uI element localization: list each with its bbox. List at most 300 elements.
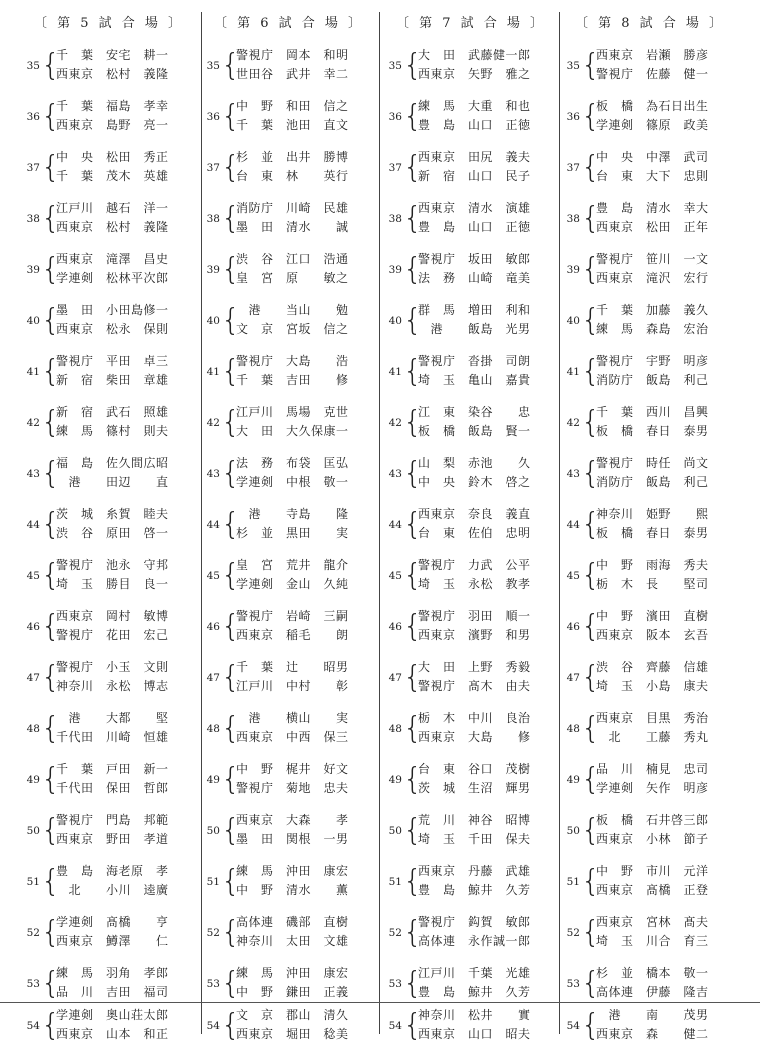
team-name: 中 野 [236,762,274,776]
competitor-white [56,473,169,490]
match-entry [20,605,198,649]
team-name: 西東京 [596,271,634,285]
brace-icon: { [403,252,423,287]
player-name: 山口 昭夫 [468,1027,531,1041]
team-name: 大 田 [418,660,456,674]
player-name: 中川 良治 [468,711,531,725]
match-entry [382,452,560,496]
team-name: 警視庁 [596,354,634,368]
competitor-white [596,932,709,949]
competitor-red [596,505,709,522]
brace-icon: { [221,507,241,542]
team-name: 中 央 [596,150,634,164]
brace-icon: { [581,966,601,1001]
player-name: 花田 宏己 [106,628,169,642]
player-name: 姫野 熙 [646,507,709,521]
match-entry [20,962,198,1006]
competitor-red [56,505,169,522]
team-name: 警視庁 [418,679,456,693]
team-name: 渋 谷 [236,252,274,266]
team-name: 警視庁 [56,660,94,674]
match-entry [560,911,738,955]
court-header: 〔 第 7 試 合 場 〕 [395,16,547,31]
team-name: 警視庁 [56,354,94,368]
match-entry [382,605,560,649]
competitor-white [596,881,709,898]
player-name: 中澤 武司 [646,150,709,164]
brace-icon: { [581,864,601,899]
competitor-red [236,46,349,63]
team-name: 港 [56,475,82,489]
team-name: 板 橋 [596,813,634,827]
player-name: 岡本 和明 [286,48,349,62]
match-entry [382,911,560,955]
team-name: 練 馬 [56,966,94,980]
team-name: 学連剣 [56,915,94,929]
match-number: 44 [566,519,580,531]
competitor-red [596,97,709,114]
brace-icon: { [41,201,61,236]
competitor-white [418,677,531,694]
team-name: 埼 玉 [596,679,634,693]
brace-icon: { [41,558,61,593]
team-name: 杉 並 [236,150,274,164]
match-number: 36 [388,111,402,123]
competitor-white [236,626,349,643]
brace-icon: { [581,303,601,338]
match-number: 35 [26,60,40,72]
competitor-white [56,116,169,133]
competitor-red [596,352,709,369]
team-name: 埼 玉 [418,832,456,846]
competitor-white [236,779,349,796]
match-number: 35 [566,60,580,72]
player-name: 石井啓三郎 [646,813,709,827]
competitor-red [56,46,169,63]
team-name: 港 [418,322,444,336]
team-name: 千 葉 [236,118,274,132]
player-name: 飯島 光男 [468,322,531,336]
team-name: 西東京 [596,832,634,846]
competitor-white [236,218,349,235]
team-name: 板 橋 [418,424,456,438]
competitor-red [418,301,531,318]
player-name: 松村 義隆 [106,67,169,81]
competitor-white [418,524,531,541]
match-number: 53 [26,978,40,990]
brace-icon: { [581,609,601,644]
player-name: 池田 直文 [286,118,349,132]
team-name: 高体連 [596,985,634,999]
team-name: 西東京 [236,1027,274,1041]
match-entry [20,44,198,88]
team-name: 千 葉 [236,373,274,387]
team-name: 練 馬 [418,99,456,113]
match-number: 39 [26,264,40,276]
competitor-red [236,1006,349,1023]
match-entry [200,911,378,955]
team-name: 西東京 [56,322,94,336]
brace-icon: { [221,303,241,338]
player-name: 飯島 利己 [646,475,709,489]
match-entry [382,146,560,190]
player-name: 松井 實 [468,1008,531,1022]
match-number: 45 [26,570,40,582]
player-name: 茂木 英雄 [106,169,169,183]
match-number: 46 [566,621,580,633]
team-name: 杉 並 [596,966,634,980]
competitor-red [56,1006,169,1023]
competitor-red [56,811,169,828]
team-name: 文 京 [236,322,274,336]
brace-icon: { [41,864,61,899]
team-name: 品 川 [596,762,634,776]
competitor-white [236,320,349,337]
player-name: 大島 浩 [286,354,349,368]
competitor-white [56,677,169,694]
player-name: 長 堅司 [646,577,709,591]
brace-icon: { [403,966,423,1001]
match-entry [560,605,738,649]
player-name: 田辺 直 [106,475,169,489]
team-name: 西東京 [236,730,274,744]
team-name: 学連剣 [236,577,274,591]
team-name: 台 東 [236,169,274,183]
team-name: 千 葉 [236,660,274,674]
player-name: 出井 勝博 [286,150,349,164]
team-name: 千 葉 [596,405,634,419]
match-number: 50 [566,825,580,837]
team-name: 学連剣 [596,781,634,795]
player-name: 稲毛 朗 [286,628,349,642]
team-name: 西東京 [56,252,94,266]
team-name: 板 橋 [596,526,634,540]
brace-icon: { [581,558,601,593]
team-name: 埼 玉 [418,577,456,591]
competitor-white [56,779,169,796]
match-entry [20,860,198,904]
team-name: 江 東 [418,405,456,419]
team-name: 栃 木 [596,577,634,591]
competitor-white [236,575,349,592]
competitor-white [596,218,709,235]
competitor-red [56,760,169,777]
team-name: 西東京 [56,118,94,132]
team-name: 西東京 [418,730,456,744]
match-number: 39 [388,264,402,276]
match-number: 46 [206,621,220,633]
competitor-white [56,65,169,82]
player-name: 清水 薫 [286,883,349,897]
competitor-red [236,607,349,624]
player-name: 永松 博志 [106,679,169,693]
team-name: 中 野 [236,883,274,897]
match-number: 49 [26,774,40,786]
player-name: 宮坂 信之 [286,322,349,336]
team-name: 西東京 [418,1027,456,1041]
competitor-white [418,218,531,235]
competitor-red [236,556,349,573]
match-entry [560,146,738,190]
brace-icon: { [403,915,423,950]
team-name: 警視庁 [236,48,274,62]
player-name: 原田 啓一 [106,526,169,540]
match-entry [560,401,738,445]
competitor-red [418,964,531,981]
competitor-red [596,709,709,726]
brace-icon: { [403,864,423,899]
player-name: 矢野 雅之 [468,67,531,81]
competitor-red [596,148,709,165]
brace-icon: { [221,252,241,287]
player-name: 工藤 秀丸 [646,730,709,744]
team-name: 板 橋 [596,99,634,113]
player-name: 大島 修 [468,730,531,744]
match-number: 49 [388,774,402,786]
competitor-white [236,167,349,184]
competitor-red [418,403,531,420]
competitor-red [236,403,349,420]
competitor-white [418,779,531,796]
competitor-white [418,116,531,133]
team-name: 北 [56,883,82,897]
brace-icon: { [221,1008,241,1043]
player-name: 赤池 久 [468,456,531,470]
brace-icon: { [221,456,241,491]
team-name: 中 央 [418,475,456,489]
match-number: 45 [388,570,402,582]
competitor-white [418,371,531,388]
match-entry [200,401,378,445]
team-name: 文 京 [236,1008,274,1022]
player-name: 川崎 恒雄 [106,730,169,744]
competitor-red [418,913,531,930]
player-name: 武藤健一郎 [468,48,531,62]
match-entry [560,95,738,139]
brace-icon: { [41,354,61,389]
match-entry [560,248,738,292]
match-number: 35 [388,60,402,72]
competitor-red [236,964,349,981]
competitor-red [56,250,169,267]
player-name: 梶井 好文 [286,762,349,776]
competitor-white [236,269,349,286]
player-name: 飯島 賢一 [468,424,531,438]
team-name: 墨 田 [56,303,94,317]
player-name: 雨海 秀夫 [646,558,709,572]
brace-icon: { [403,456,423,491]
team-name: 西東京 [596,915,634,929]
team-name: 中 野 [596,558,634,572]
match-number: 49 [206,774,220,786]
competitor-red [418,556,531,573]
team-name: 福 島 [56,456,94,470]
team-name: 江戸川 [236,405,274,419]
competitor-red [56,148,169,165]
team-name: 神奈川 [596,507,634,521]
brace-icon: { [403,762,423,797]
player-name: 山本 和正 [106,1027,169,1041]
match-entry [200,809,378,853]
match-entry [20,707,198,751]
match-entry [200,554,378,598]
team-name: 消防庁 [236,201,274,215]
team-name: 西東京 [418,507,456,521]
competitor-red [418,97,531,114]
competitor-red [418,148,531,165]
team-name: 警視庁 [596,252,634,266]
team-name: 大 田 [236,424,274,438]
competitor-white [596,830,709,847]
match-entry [560,299,738,343]
competitor-white [418,473,531,490]
court-header: 〔 第 8 試 合 場 〕 [574,16,726,31]
player-name: 楠見 忠司 [646,762,709,776]
player-name: 鈎賀 敏郎 [468,915,531,929]
player-name: 篠原 政美 [646,118,709,132]
player-name: 滝澤 昌史 [106,252,169,266]
match-entry [20,95,198,139]
player-name: 齊藤 信雄 [646,660,709,674]
player-name: 糸賀 睦夫 [106,507,169,521]
player-name: 奈良 義直 [468,507,531,521]
match-entry [200,248,378,292]
brace-icon: { [403,201,423,236]
brace-icon: { [403,711,423,746]
team-name: 高体連 [236,915,274,929]
team-name: 法 務 [418,271,456,285]
brace-icon: { [221,405,241,440]
competitor-white [56,524,169,541]
team-name: 渋 谷 [596,660,634,674]
team-name: 千 葉 [596,303,634,317]
match-entry [200,1004,378,1048]
competitor-red [236,913,349,930]
brace-icon: { [221,201,241,236]
player-name: 飯島 利己 [646,373,709,387]
brace-icon: { [581,99,601,134]
competitor-white [236,830,349,847]
player-name: 山口 正徳 [468,220,531,234]
player-name: 髙橋 正登 [646,883,709,897]
player-name: 吉田 修 [286,373,349,387]
match-entry [382,503,560,547]
player-name: 小島 康夫 [646,679,709,693]
competitor-white [418,167,531,184]
player-name: 山口 民子 [468,169,531,183]
team-name: 学連剣 [56,1008,94,1022]
team-name: 皇 宮 [236,271,274,285]
match-entry [200,146,378,190]
match-number: 37 [26,162,40,174]
match-number: 50 [26,825,40,837]
match-number: 47 [388,672,402,684]
player-name: 越石 洋一 [106,201,169,215]
match-entry [382,1004,560,1048]
team-name: 西東京 [418,864,456,878]
team-name: 埼 玉 [56,577,94,591]
brace-icon: { [41,609,61,644]
match-entry [200,962,378,1006]
player-name: 勝目 良一 [106,577,169,591]
brace-icon: { [581,711,601,746]
competitor-red [596,862,709,879]
match-number: 52 [206,927,220,939]
brace-icon: { [581,354,601,389]
court-header: 〔 第 6 試 合 場 〕 [213,16,365,31]
competitor-red [236,505,349,522]
competitor-red [418,199,531,216]
player-name: 山崎 竜美 [468,271,531,285]
competitor-white [236,728,349,745]
competitor-white [56,320,169,337]
player-name: 矢作 明彦 [646,781,709,795]
player-name: 篠村 則夫 [106,424,169,438]
player-name: 和田 信之 [286,99,349,113]
competitor-red [56,97,169,114]
team-name: 警視庁 [236,609,274,623]
match-entry [20,554,198,598]
brace-icon: { [221,99,241,134]
competitor-white [596,626,709,643]
player-name: 郡山 清久 [286,1008,349,1022]
match-number: 46 [26,621,40,633]
player-name: 髙橋 亨 [106,915,169,929]
team-name: 西東京 [56,220,94,234]
column-divider [379,12,380,1034]
match-entry [382,860,560,904]
match-entry [560,350,738,394]
match-entry [382,962,560,1006]
competitor-white [596,371,709,388]
team-name: 中 野 [596,609,634,623]
team-name: 西東京 [596,883,634,897]
competitor-red [596,250,709,267]
team-name: 西東京 [236,813,274,827]
competitor-red [596,913,709,930]
team-name: 警視庁 [596,456,634,470]
team-name: 西東京 [56,934,94,948]
competitor-white [56,626,169,643]
competitor-red [418,811,531,828]
player-name: 中村 彰 [286,679,349,693]
team-name: 豊 島 [596,201,634,215]
brace-icon: { [581,150,601,185]
match-entry [200,95,378,139]
brace-icon: { [41,303,61,338]
match-number: 40 [566,315,580,327]
player-name: 平田 卓三 [106,354,169,368]
match-number: 47 [206,672,220,684]
team-name: 警視庁 [418,915,456,929]
match-number: 49 [566,774,580,786]
match-number: 52 [388,927,402,939]
team-name: 消防庁 [596,475,634,489]
team-name: 新 宿 [56,373,94,387]
brace-icon: { [41,48,61,83]
brace-icon: { [581,762,601,797]
brace-icon: { [41,507,61,542]
brace-icon: { [221,915,241,950]
competitor-red [56,658,169,675]
competitor-white [56,932,169,949]
competitor-white [596,1025,709,1042]
player-name: 大久保康一 [286,424,349,438]
team-name: 埼 玉 [418,373,456,387]
match-number: 53 [388,978,402,990]
player-name: 宮林 髙夫 [646,915,709,929]
competitor-white [418,983,531,1000]
